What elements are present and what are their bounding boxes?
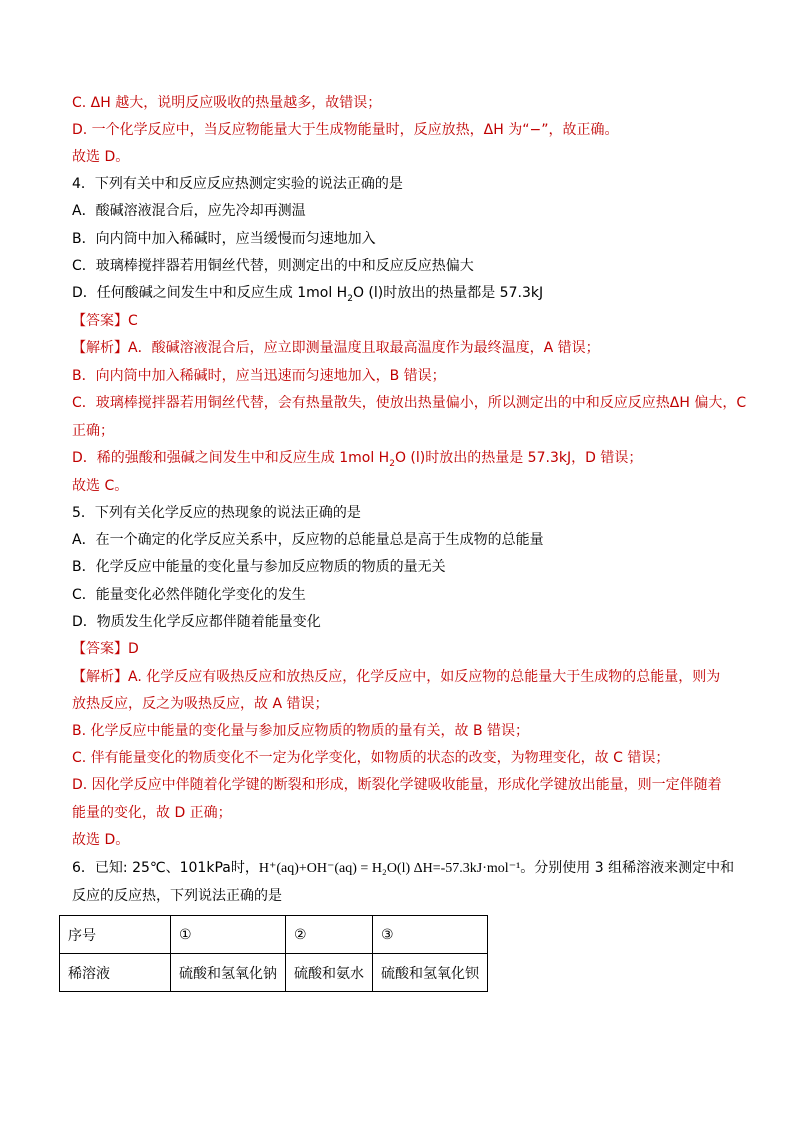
q4-explanation-d-sub: 2 xyxy=(389,458,395,469)
q5-explanation-d: D. 因化学反应中伴随着化学键的断裂和形成，断裂化学键吸收能量，形成化学键放出能量，则一定伴随着 xyxy=(72,777,722,793)
table-row xyxy=(60,916,488,954)
table-cell: ③ xyxy=(373,916,488,954)
q5-answer: 【答案】D xyxy=(72,641,139,657)
q4-explanation-d xyxy=(72,448,642,474)
q4-conclusion: 故选 C。 xyxy=(72,478,129,494)
q5-explanation-c: C. 伴有能量变化的物质变化不一定为化学变化，如物质的状态的改变，为物理变化，故 C 错误； xyxy=(72,750,670,766)
q4-answer: 【答案】C xyxy=(72,313,138,329)
q4-explanation-c-cont: 正确； xyxy=(72,423,114,439)
q6-stem-cont: 反应的反应热，下列说法正确的是 xyxy=(72,888,282,904)
table-cell: 硫酸和氢氧化钡 xyxy=(373,954,488,992)
table-cell: 序号 xyxy=(60,916,171,954)
q4-option-d xyxy=(72,283,543,309)
table-cell: 硫酸和氨水 xyxy=(286,954,373,992)
q5-explanation-b: B. 化学反应中能量的变化量与参加反应物质的物质的量有关，故 B 错误； xyxy=(72,723,530,739)
q4-explanation-c: C．玻璃棒搅拌器若用铜丝代替，会有热量散失，使放出热量偏小，所以测定出的中和反应反应热ΔH 偏大，C xyxy=(72,395,747,411)
q4-option-b: B．向内筒中加入稀碱时，应当缓慢而匀速地加入 xyxy=(72,231,376,247)
table-cell: 硫酸和氢氧化钠 xyxy=(171,954,286,992)
prev-option-d-explanation: D. 一个化学反应中，当反应物能量大于生成物能量时，反应放热，ΔH 为“−”，故正确。 xyxy=(72,122,619,138)
q5-explanation-a: 【解析】A. 化学反应有吸热反应和放热反应，化学反应中，如反应物的总能量大于生成物的总能量，则为 xyxy=(72,669,721,685)
q5-option-d: D．物质发生化学反应都伴随着能量变化 xyxy=(72,614,321,630)
q6-stem-text1: 6．已知: 25℃、101kPa时， xyxy=(72,860,259,876)
q4-option-c: C．玻璃棒搅拌器若用铜丝代替，则测定出的中和反应反应热偏大 xyxy=(72,258,474,274)
q4-explanation-d-text2: O (l)时放出的热量是 57.3kJ，D 错误； xyxy=(394,450,643,466)
prev-conclusion: 故选 D。 xyxy=(72,149,130,165)
q4-explanation-a: 【解析】A．酸碱溶液混合后，应立即测量温度且取最高温度作为最终温度，A 错误； xyxy=(72,340,600,356)
q4-explanation-d-text1: D．稀的强酸和强碱之间发生中和反应生成 1mol H xyxy=(72,450,390,466)
table-cell: ① xyxy=(171,916,286,954)
q4-stem: 4．下列有关中和反应反应热测定实验的说法正确的是 xyxy=(72,176,403,192)
q5-option-b: B．化学反应中能量的变化量与参加反应物质的物质的量无关 xyxy=(72,559,446,575)
q5-explanation-a-cont: 放热反应，反之为吸热反应，故 A 错误； xyxy=(72,696,329,712)
table-cell: 稀溶液 xyxy=(60,954,171,992)
q4-option-d-text2: O (l)时放出的热量都是 57.3kJ xyxy=(352,285,544,301)
q5-explanation-d-cont: 能量的变化，故 D 正确； xyxy=(72,805,232,821)
q4-option-a: A．酸碱溶液混合后，应先冷却再测温 xyxy=(72,203,306,219)
q5-stem: 5．下列有关化学反应的热现象的说法正确的是 xyxy=(72,505,361,521)
q6-stem xyxy=(72,858,734,879)
q4-explanation-b: B．向内筒中加入稀碱时，应当迅速而匀速地加入，B 错误； xyxy=(72,368,446,384)
q6-stem-text2: 。分别使用 3 组稀溶液来测定中和 xyxy=(520,860,735,876)
q6-equation: H⁺(aq)+OH⁻(aq) = H₂O(l) ΔH=-57.3kJ·mol⁻¹ xyxy=(258,861,521,876)
q5-option-a: A．在一个确定的化学反应关系中，反应物的总能量总是高于生成物的总能量 xyxy=(72,532,544,548)
q5-conclusion: 故选 D。 xyxy=(72,832,130,848)
q5-option-c: C．能量变化必然伴随化学变化的发生 xyxy=(72,587,306,603)
q4-option-d-text1: D．任何酸碱之间发生中和反应生成 1mol H xyxy=(72,285,348,301)
q6-table xyxy=(59,915,488,992)
table-cell: ② xyxy=(286,916,373,954)
table-row xyxy=(60,954,488,992)
prev-option-c-explanation: C. ΔH 越大，说明反应吸收的热量越多，故错误； xyxy=(72,95,382,111)
q4-option-d-sub: 2 xyxy=(347,293,353,304)
